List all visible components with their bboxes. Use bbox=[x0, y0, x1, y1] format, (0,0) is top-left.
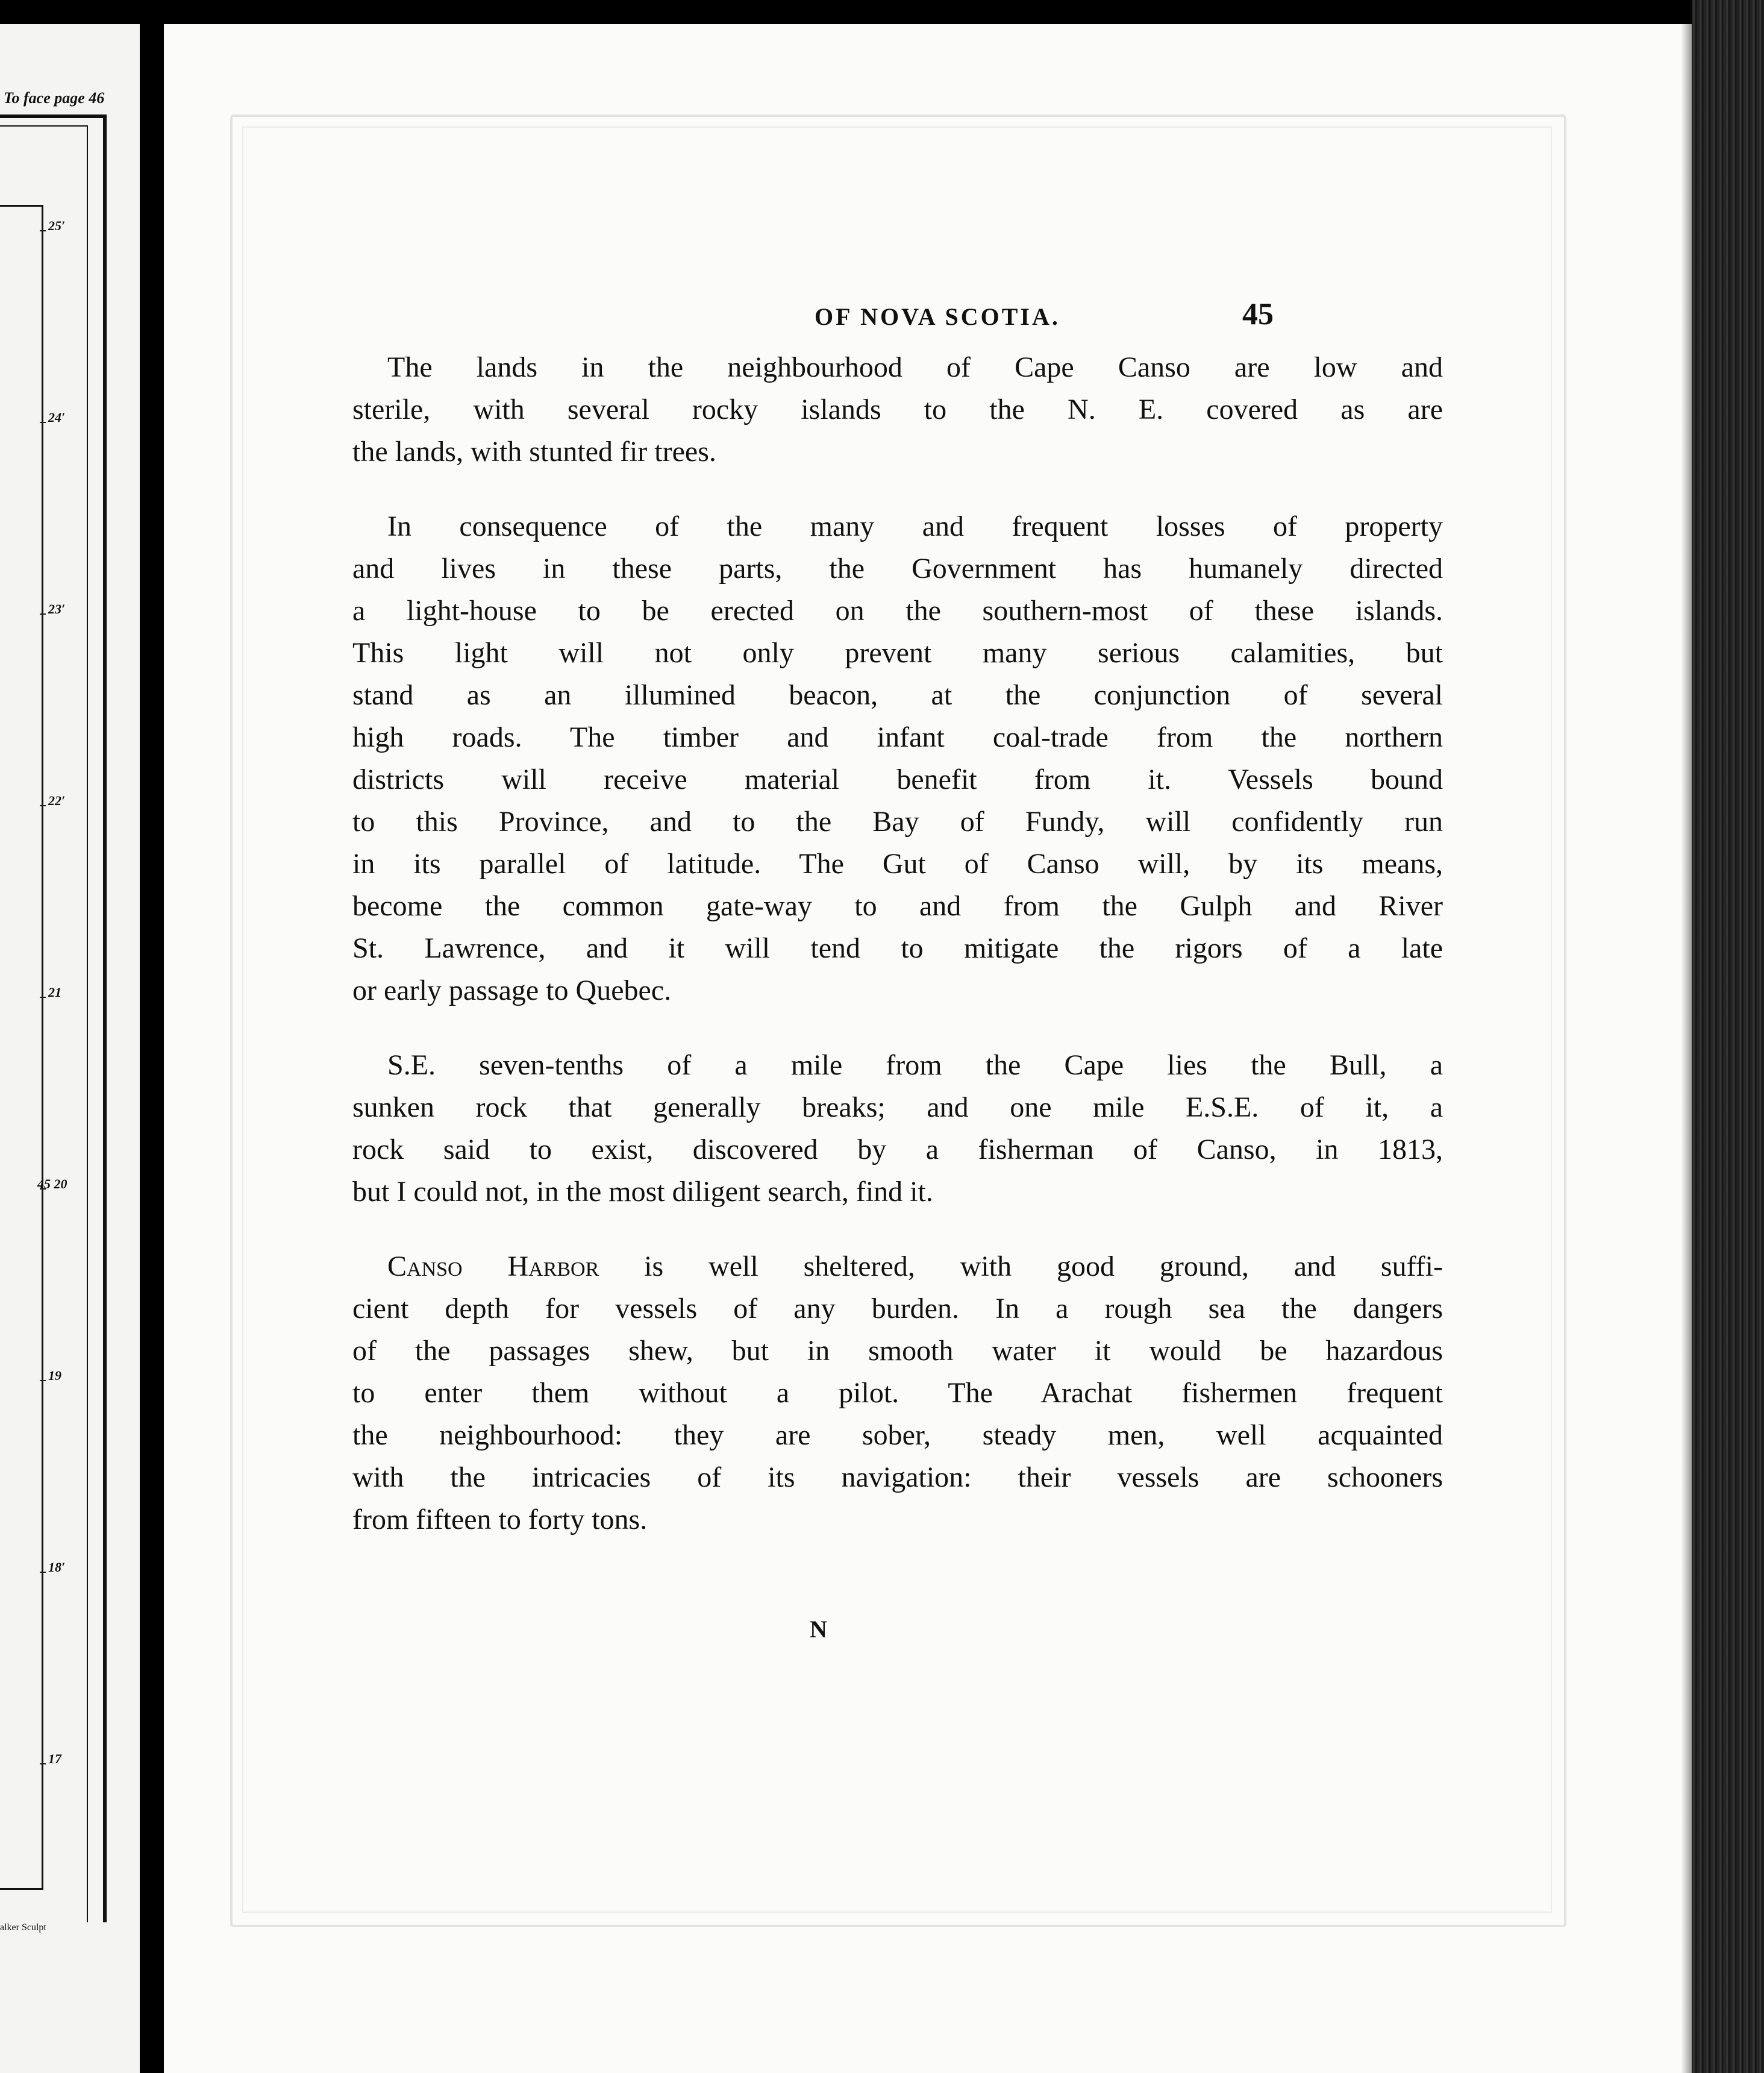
degree-tick bbox=[40, 997, 46, 998]
text-line: rock said to exist, discovered by a fisherman of Canso, in 1813, bbox=[352, 1134, 1443, 1165]
text-line: a light-house to be erected on the southern-most of these islands. bbox=[352, 595, 1443, 627]
text-line: or early passage to Quebec. bbox=[352, 974, 672, 1006]
book-page bbox=[164, 24, 1692, 2073]
engraver-credit: alker Sculpt bbox=[0, 1922, 46, 1933]
text-line: and lives in these parts, the Government has humanely directed bbox=[352, 553, 1443, 585]
text-line: high roads. The timber and infant coal-trade from the northern bbox=[352, 721, 1443, 753]
text-line: stand as an illumined beacon, at the conjunction of several bbox=[352, 679, 1443, 711]
paragraph-canso-harbor bbox=[352, 1246, 1443, 1541]
text-line: of the passages shew, but in smooth water it would be hazardous bbox=[352, 1335, 1443, 1367]
plate-placement-note: To face page 46 bbox=[4, 89, 105, 107]
text-line: the neighbourhood: they are sober, steady men, well acquainted bbox=[352, 1419, 1443, 1451]
text-line: In consequence of the many and frequent losses of property bbox=[387, 510, 1443, 542]
degree-tick bbox=[40, 230, 46, 231]
degree-tick bbox=[40, 422, 46, 423]
text-line: The lands in the neighbourhood of Cape Canso are low and bbox=[387, 351, 1443, 383]
degree-label: 24′ bbox=[48, 410, 66, 425]
degree-label: 23′ bbox=[48, 601, 66, 616]
degree-label: 18′ bbox=[48, 1560, 66, 1575]
degree-label: 19 bbox=[48, 1368, 61, 1383]
text-line-rest: is well sheltered, with good ground, and suffi- bbox=[599, 1250, 1443, 1282]
text-line: to enter them without a pilot. The Arachat fishermen frequent bbox=[352, 1377, 1443, 1409]
text-line: sterile, with several rocky islands to the N. E. covered as are bbox=[352, 394, 1443, 425]
signature-mark: N bbox=[810, 1616, 827, 1643]
degree-tick bbox=[40, 1380, 46, 1381]
page-number: 45 bbox=[1242, 297, 1274, 331]
top-black-band bbox=[0, 0, 1764, 24]
text-line: but I could not, in the most diligent search, find it. bbox=[352, 1176, 933, 1208]
text-line: S.E. seven-tenths of a mile from the Cape lies the Bull, a bbox=[387, 1049, 1443, 1081]
text-line: This light will not only prevent many serious calamities, but bbox=[352, 637, 1443, 669]
facing-map-plate bbox=[0, 24, 142, 1922]
text-line bbox=[352, 1246, 1443, 1288]
text-line: to this Province, and to the Bay of Fundy, will confidently run bbox=[352, 806, 1443, 838]
text-line: cient depth for vessels of any burden. In a rough sea the dangers bbox=[352, 1293, 1443, 1325]
body-text bbox=[352, 347, 1443, 1541]
degree-label: 22′ bbox=[48, 793, 66, 808]
text-line: the lands, with stunted fir trees. bbox=[352, 436, 716, 468]
smallcaps-lead: Canso Harbor bbox=[387, 1250, 599, 1282]
degree-tick bbox=[40, 805, 46, 806]
text-line: from fifteen to forty tons. bbox=[352, 1504, 648, 1535]
book-gutter bbox=[140, 24, 164, 2073]
degree-label: 25′ bbox=[48, 218, 66, 233]
text-line: sunken rock that generally breaks; and one mile E.S.E. of it, a bbox=[352, 1091, 1443, 1123]
text-line: in its parallel of latitude. The Gut of Canso will, by its means, bbox=[352, 848, 1443, 880]
running-head: OF NOVA SCOTIA. bbox=[815, 303, 1060, 330]
paragraph-the-bull bbox=[352, 1044, 1443, 1213]
text-line: with the intricacies of its navigation: their vessels are schooners bbox=[352, 1461, 1443, 1493]
degree-tick bbox=[40, 1572, 46, 1573]
map-area bbox=[0, 205, 43, 1890]
degree-label: 17 bbox=[48, 1751, 61, 1766]
book-fore-edge bbox=[1692, 0, 1764, 2073]
text-line: districts will receive material benefit from it. Vessels bound bbox=[352, 764, 1443, 795]
paragraph-cape-canso bbox=[352, 347, 1443, 473]
text-line: St. Lawrence, and it will tend to mitigate the rigors of a late bbox=[352, 932, 1443, 964]
degree-label: 21 bbox=[48, 985, 61, 1000]
text-line: become the common gate-way to and from the Gulph and River bbox=[352, 890, 1443, 922]
paragraph-light-house bbox=[352, 506, 1443, 1012]
degree-label: 45 20 bbox=[37, 1176, 67, 1191]
degree-tick bbox=[40, 1763, 46, 1764]
degree-tick bbox=[40, 613, 46, 615]
facing-page-foot bbox=[0, 1922, 140, 2073]
